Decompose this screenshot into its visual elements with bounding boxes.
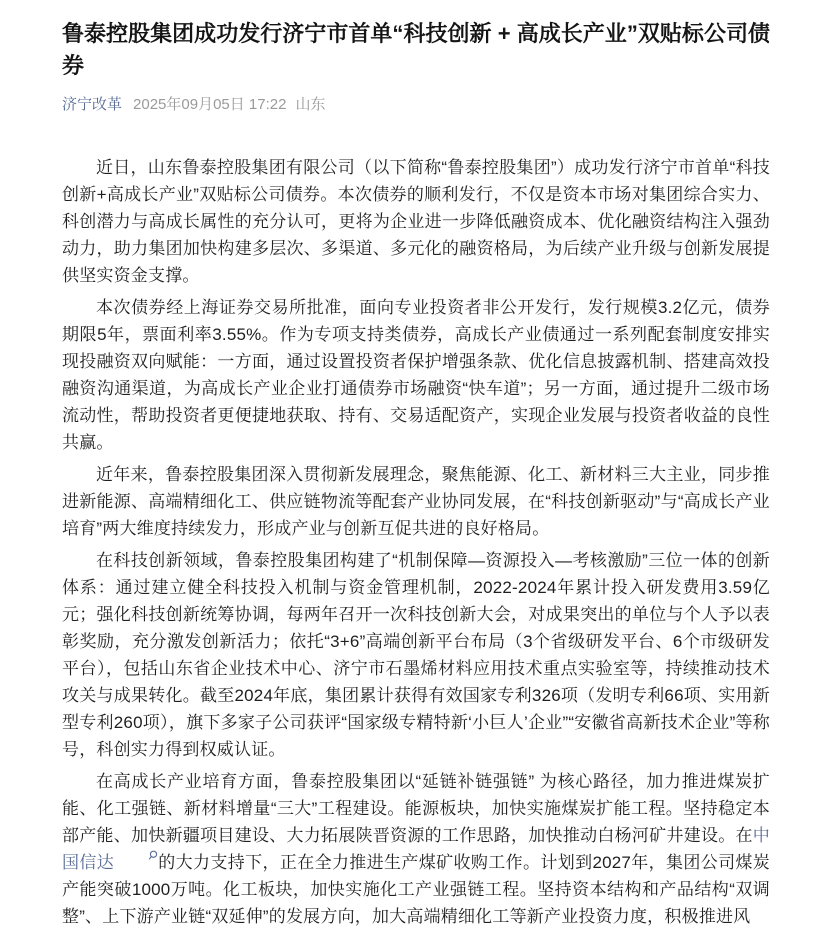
- publish-location: 山东: [295, 96, 326, 113]
- paragraph-text-before-link: 在高成长产业培育方面，鲁泰控股集团以“延链补链强链” 为核心路径，加力推进煤炭扩能、化工强链、新材料增量“三大”工程建设。能源板块，加快实施煤炭扩能工程。坚持稳定本部产能、加快新疆项目建设、大力拓展陕晋资源的工作思路，加快推动白杨河矿井建设。在: [62, 772, 770, 845]
- publish-datetime: 2025年09月05日 17:22: [133, 96, 287, 113]
- entity-link-label: 中国信达: [62, 826, 770, 872]
- paragraph-innovation: 在科技创新领域，鲁泰控股集团构建了“机制保障—资源投入—考核激励”三位一体的创新体系：通过建立健全科技投入机制与资金管理机制，2022-2024年累计投入研发费用3.59亿元；强化科技创新统筹协调，每两年召开一次科技创新大会，对成果突出的单位与个人予以表彰奖励，充分激发创新活力；依托“3+6”高端创新平台布局（3个省级研发平台、6个市级研发平台），包括山东省企业技术中心、济宁市石墨烯材料应用技术重点实验室等，持续推动技术攻关与成果转化。截至2024年底，集团累计获得有效国家专利326项（发明专利66项、实用新型专利260项），旗下多家子公司获评“国家级专精特新‘小巨人’企业”“安徽省高新技术企业”等称号，科创实力得到权威认证。: [62, 551, 770, 759]
- search-icon: [114, 850, 158, 861]
- article-title: 鲁泰控股集团成功发行济宁市首单“科技创新 + 高成长产业”双贴标公司债券: [62, 21, 770, 78]
- paragraph-intro: 近日，山东鲁泰控股集团有限公司（以下简称“鲁泰控股集团”）成功发行济宁市首单“科技创新+高成长产业”双贴标公司债券。本次债券的顺利发行，不仅是资本市场对集团综合实力、科创潜力与高成长属性的充分认可，更将为企业进一步降低融资成本、优化融资结构注入强劲动力，助力集团加快构建多层次、多渠道、多元化的融资格局，为后续产业升级与创新发展提供坚实资金支撑。: [62, 158, 770, 285]
- article-body: [62, 154, 770, 930]
- account-link[interactable]: 济宁改革: [62, 96, 123, 113]
- article-meta: [62, 95, 770, 115]
- paragraph-industry-growth: [62, 768, 770, 930]
- paragraph-bond-details: 本次债券经上海证券交易所批准，面向专业投资者非公开发行，发行规模3.2亿元，债券期限5年，票面利率3.55%。作为专项支持类债券，高成长产业债通过一系列配套制度安排实现投融资双向赋能：一方面，通过设置投资者保护增强条款、优化信息披露机制、搭建高效投融资沟通渠道，为高成长产业企业打通债券市场融资“快车道”；另一方面，通过提升二级市场流动性，帮助投资者更便捷地获取、持有、交易适配资产，实现企业发展与投资者收益的良性共赢。: [62, 298, 770, 452]
- paragraph-strategy: 近年来，鲁泰控股集团深入贯彻新发展理念，聚焦能源、化工、新材料三大主业，同步推进新能源、高端精细化工、供应链物流等配套产业协同发展，在“科技创新驱动”与“高成长产业培育”两大维度持续发力，形成产业与创新互促共进的良好格局。: [62, 465, 770, 538]
- paragraph-text-after-link: 的大力支持下，正在全力推进生产煤矿收购工作。计划到2027年，集团公司煤炭产能突破1000万吨。化工板块，加快实施化工产业强链工程。坚持资本结构和产品结构“双调整”、上下游产业链“双延伸”的发展方向，加大高端精细化工等新产业投资力度，积极推进风: [62, 853, 770, 926]
